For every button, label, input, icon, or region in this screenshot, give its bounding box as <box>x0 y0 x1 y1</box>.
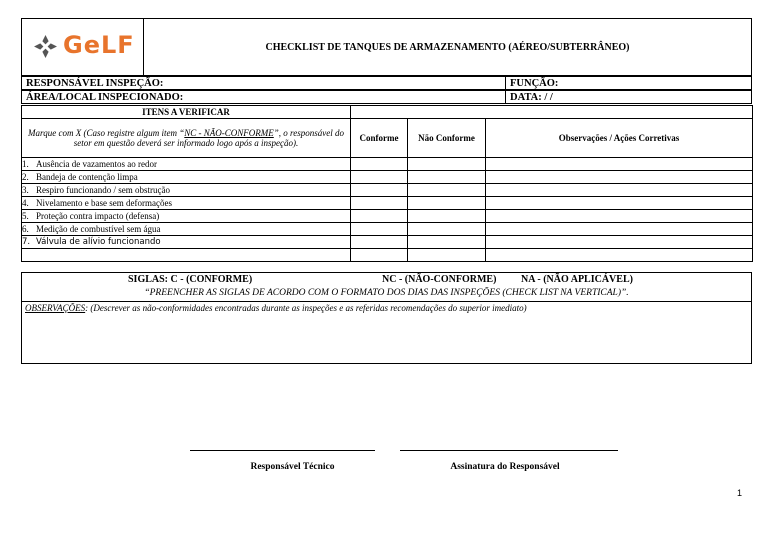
row-divider <box>505 77 506 90</box>
conforme-cell[interactable] <box>351 197 408 210</box>
company-logo-text: GeLF <box>63 31 135 59</box>
item-cell <box>22 236 351 249</box>
item-cell <box>22 184 351 197</box>
siglas-legend <box>22 273 751 287</box>
row-divider <box>505 91 506 104</box>
item-text: Ausência de vazamentos ao redor <box>36 158 157 169</box>
conforme-cell[interactable] <box>351 249 408 262</box>
observacoes-cell[interactable] <box>486 223 753 236</box>
checklist-table <box>21 105 753 262</box>
item-text: Bandeja de contenção limpa <box>36 171 138 182</box>
instr-part-1: Marque com X (Caso registre algum item “ <box>28 128 185 138</box>
observacoes-text <box>25 302 527 314</box>
document-title: CHECKLIST DE TANQUES DE ARMAZENAMENTO (AÉREO/SUBTERRÂNEO) <box>265 41 630 53</box>
observacoes-cell[interactable] <box>486 158 753 171</box>
item-number: 1. <box>22 158 29 169</box>
item-number: 4. <box>22 197 29 208</box>
document-header <box>21 18 752 76</box>
instr-nc-term: NC - NÃO-CONFORME <box>184 128 274 138</box>
funcao-label: FUNÇÃO: <box>510 78 559 89</box>
logo-cell <box>22 19 144 75</box>
observacoes-label: OBSERVAÇÕES <box>25 303 86 313</box>
page-number: 1 <box>737 488 743 498</box>
table-row <box>22 158 753 171</box>
items-title: ITENS A VERIFICAR <box>22 106 351 119</box>
item-text: Proteção contra impacto (defensa) <box>36 210 160 221</box>
nao-conforme-cell[interactable] <box>408 197 486 210</box>
table-row <box>22 223 753 236</box>
nao-conforme-cell[interactable] <box>408 184 486 197</box>
observacoes-cell[interactable] <box>486 210 753 223</box>
item-cell <box>22 197 351 210</box>
table-row <box>22 171 753 184</box>
preencher-instruction: “PREENCHER AS SIGLAS DE ACORDO COM O FORMATO DOS DIAS DAS INSPEÇÕES (CHECK LIST NA VERTICAL)”. <box>144 288 629 298</box>
observacoes-cell[interactable] <box>486 236 753 249</box>
item-cell <box>22 223 351 236</box>
nao-conforme-cell[interactable] <box>408 236 486 249</box>
instructions <box>22 119 351 158</box>
assinatura-label: Assinatura do Responsável <box>450 462 560 472</box>
responsavel-tecnico-label: Responsável Técnico <box>250 462 335 472</box>
sigla-nao-conforme: NC - (NÃO-CONFORME) <box>382 274 497 285</box>
item-number: 5. <box>22 210 29 221</box>
signature-line-tecnico <box>190 450 375 451</box>
observacoes-description: : (Descrever as não-conformidades encontradas durante as inspeções e as referidas recomendações do superior imediato) <box>85 303 527 313</box>
instr-part-2: ”, o responsável do <box>273 128 344 138</box>
col-nao-conforme: Não Conforme <box>408 119 486 158</box>
item-cell <box>22 158 351 171</box>
table-row <box>22 184 753 197</box>
area-row <box>21 90 752 104</box>
table-row <box>22 197 753 210</box>
item-number: 6. <box>22 223 29 234</box>
item-cell <box>22 171 351 184</box>
data-label: DATA: / / <box>510 92 553 103</box>
item-number: 3. <box>22 184 29 195</box>
sigla-nao-aplicavel: NA - (NÃO APLICÁVEL) <box>521 274 633 285</box>
conforme-cell[interactable] <box>351 223 408 236</box>
conforme-cell[interactable] <box>351 210 408 223</box>
instr-part-3: setor em questão deverá ser informado logo após a inspeção). <box>73 138 299 148</box>
signature-line-assinatura <box>400 450 618 451</box>
nao-conforme-cell[interactable] <box>408 158 486 171</box>
observacoes-cell[interactable] <box>486 197 753 210</box>
col-conforme: Conforme <box>351 119 408 158</box>
item-number: 7. <box>22 236 31 247</box>
company-logo-icon <box>33 34 58 59</box>
observacoes-cell[interactable] <box>486 249 753 262</box>
nao-conforme-cell[interactable] <box>408 171 486 184</box>
area-label: ÁREA/LOCAL INSPECIONADO: <box>26 92 184 103</box>
sigla-conforme: SIGLAS: C - (CONFORME) <box>128 274 253 285</box>
responsavel-row <box>21 76 752 90</box>
nao-conforme-cell[interactable] <box>408 210 486 223</box>
item-number: 2. <box>22 171 29 182</box>
table-row-empty <box>22 249 753 262</box>
empty-item-cell[interactable] <box>22 249 351 262</box>
col-observacoes: Observações / Ações Corretivas <box>486 119 753 158</box>
conforme-cell[interactable] <box>351 236 408 249</box>
item-text: Nivelamento e base sem deformações <box>36 197 172 208</box>
item-text: Medição de combustível sem água <box>36 223 161 234</box>
responsavel-label: RESPONSÁVEL INSPEÇÃO: <box>26 78 164 89</box>
conforme-cell[interactable] <box>351 171 408 184</box>
nao-conforme-cell[interactable] <box>408 223 486 236</box>
table-row <box>22 210 753 223</box>
table-row <box>22 236 753 249</box>
item-text: Respiro funcionando / sem obstrução <box>36 184 170 195</box>
nao-conforme-cell[interactable] <box>408 249 486 262</box>
item-text: Válvula de alívio funcionando <box>36 236 161 247</box>
header-blank-cell <box>351 106 753 119</box>
siglas-box <box>21 272 752 364</box>
conforme-cell[interactable] <box>351 158 408 171</box>
observacoes-cell[interactable] <box>486 171 753 184</box>
item-cell <box>22 210 351 223</box>
conforme-cell[interactable] <box>351 184 408 197</box>
observacoes-cell[interactable] <box>486 184 753 197</box>
